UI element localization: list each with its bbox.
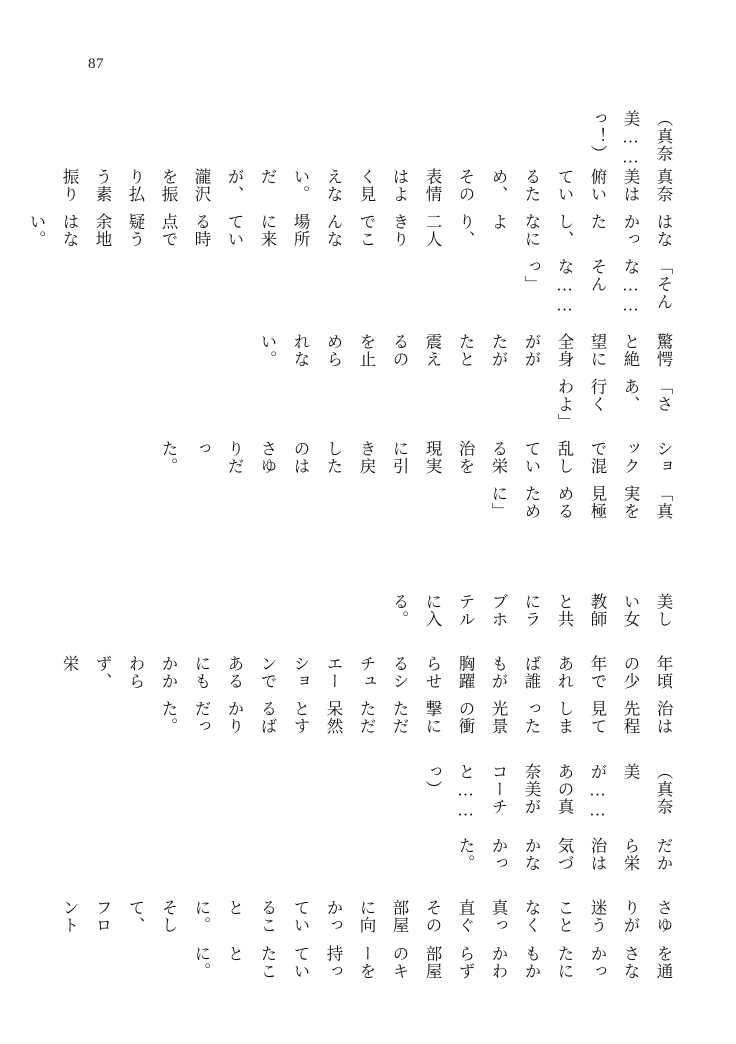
paragraph-line: 美しい女教師と共にラブホテルに入る。 <box>390 592 673 628</box>
paragraph-line: を通さなかったにもかかわらず部屋のキーを持っていたことに。 <box>192 944 673 980</box>
paragraph-line: 真奈美は俯いているため、その表情はよく見えない。だが、瀧沢を振り払う素振り <box>60 167 673 203</box>
paragraph-line: はなかったし、なにより、二人きりでこんな場所に来ている時点で疑う余地はない。 <box>27 212 673 248</box>
paragraph-line: （真奈美……っ！） <box>588 110 673 168</box>
paragraph-line: 「そんな……そんな……っ」 <box>522 258 673 316</box>
paragraph-line: （真奈美が……あの真奈美がコーチと……っ） <box>423 762 673 821</box>
page-text-body <box>27 110 680 990</box>
paragraph-line: ショックで混乱している栄治を現実に引き戻したのはさゆりだった。 <box>159 440 673 476</box>
paragraph-line: だから栄治は気づかなかった。 <box>456 837 673 873</box>
paragraph-line: 「さあ、行くわよ」 <box>555 377 673 431</box>
paragraph-line: さゆりが迷うことなく真っ直ぐその部屋に向かっていることに。そして、フロント <box>60 899 673 935</box>
paragraph-line: 治は先程見てしまった光景の衝撃にただただ呆然とするばかりだった。 <box>159 700 673 736</box>
paragraph-line: 驚愕と絶望に全身ががたがたと震えるのを止められない。 <box>258 332 673 368</box>
paragraph-line: 年頃の少年であれば誰もが胸躍らせるシチュエーションであるにもかかわらず、栄 <box>60 655 673 691</box>
paragraph-line: 「真実を見極めるために」 <box>489 485 673 521</box>
page-number: 87 <box>88 56 104 72</box>
